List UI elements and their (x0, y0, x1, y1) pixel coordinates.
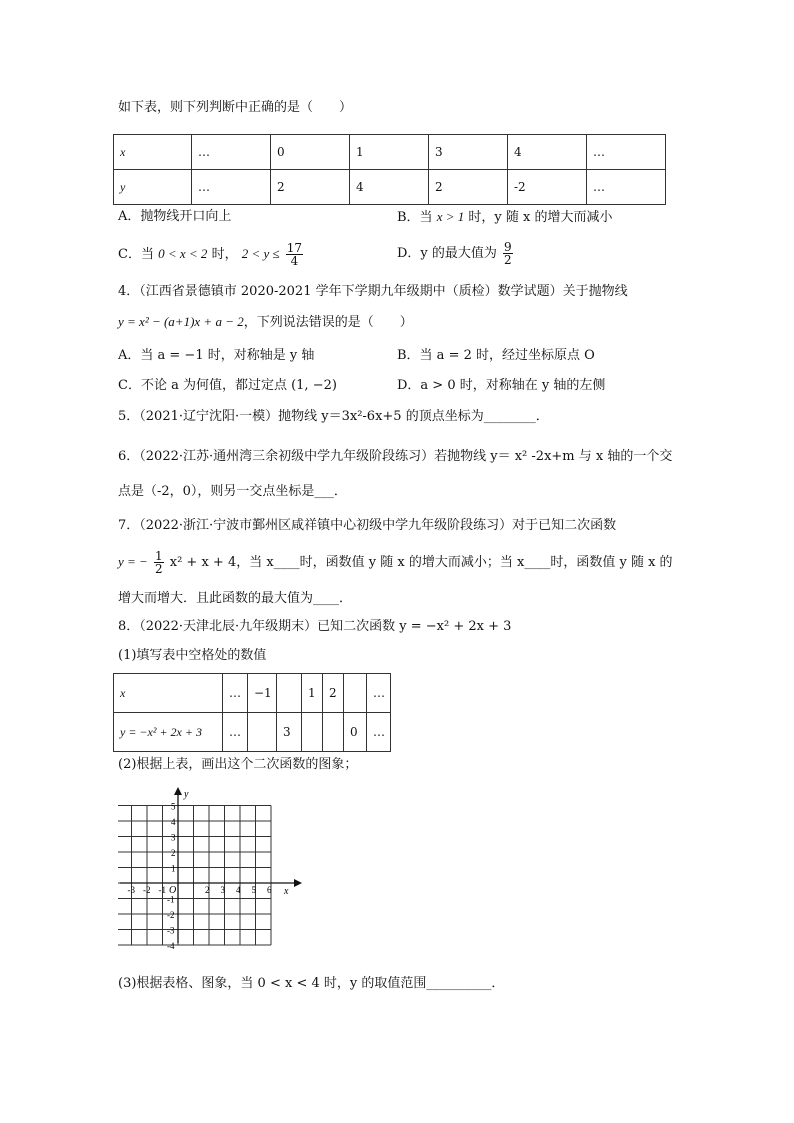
q4-option-c: C．不论 a 为何值，都过定点 (1, −2) (118, 378, 337, 393)
table-cell: 2 (323, 674, 344, 713)
table-cell: … (192, 135, 271, 170)
q3-option-a: A．抛物线开口向上 (118, 209, 232, 224)
table-cell: 4 (508, 135, 587, 170)
value-table-1 (113, 134, 666, 205)
y-tick-label: 5 (171, 801, 176, 812)
q7-stem-3: 增大而增大．且此函数的最大值为____． (118, 591, 353, 606)
y-tick-label: -2 (167, 910, 175, 920)
table-cell: 4 (350, 170, 429, 205)
table-row (114, 170, 666, 205)
fraction-denominator: 2 (154, 562, 163, 576)
table-cell: … (223, 713, 248, 752)
q3-option-d (397, 238, 515, 270)
fraction-denominator: 2 (504, 253, 512, 267)
x-axis-arrow-icon (294, 879, 302, 887)
y-tick-label: 4 (171, 817, 176, 827)
table-cell (323, 713, 344, 752)
option-b-math: x > 1 (436, 209, 465, 224)
x-axis-label: x (284, 886, 289, 897)
q4-option-a: A．当 a = −1 时，对称轴是 y 轴 (118, 348, 315, 363)
table-cell: 3 (429, 135, 508, 170)
q4-option-d: D．a > 0 时，对称轴在 y 轴的左侧 (397, 378, 606, 393)
table-cell: … (223, 674, 248, 713)
table-cell: … (367, 674, 391, 713)
table-cell: 2 (271, 170, 350, 205)
q6-stem: 6．（2022·江苏·通州湾三余初级中学九年级阶段练习）若抛物线 y＝ x² -2x+m 与 x 轴的一个交 (118, 449, 673, 464)
table-cell (248, 713, 277, 752)
table-cell (277, 674, 302, 713)
table-cell: 1 (302, 674, 323, 713)
table-cell: 2 (429, 170, 508, 205)
q8-sub3: (3)根据表格、图象，当 0 < x < 4 时，y 的取值范围__________． (118, 976, 505, 991)
y-tick-label: 2 (171, 848, 176, 858)
table-cell: … (587, 135, 666, 170)
q7-stem: 7．（2022·浙江·宁波市鄞州区咸祥镇中心初级中学九年级阶段练习）对于已知二次函数 (118, 518, 617, 533)
table-cell: … (192, 170, 271, 205)
option-c-prefix: C．当 (118, 247, 154, 262)
q4-option-b: B．当 a = 2 时，经过坐标原点 O (397, 348, 595, 363)
table-cell: y (114, 170, 192, 205)
value-table-2 (113, 673, 391, 752)
table-row (114, 713, 391, 752)
fraction-numerator: 17 (286, 241, 303, 255)
table-cell: -2 (508, 170, 587, 205)
option-c-math1: 0 < x < 2 (158, 246, 208, 261)
table-cell: … (367, 713, 391, 752)
y-axis-arrow-icon (174, 787, 182, 795)
x-tick-label: 6 (267, 885, 272, 895)
table-cell (344, 674, 367, 713)
table-cell: x (114, 674, 223, 713)
table-cell: … (587, 170, 666, 205)
fraction-numerator: 1 (154, 549, 163, 563)
y-tick-label: -3 (167, 925, 175, 936)
q4-equation: y = x² − (a+1)x + a − 2 (118, 314, 244, 329)
y-tick-label: 3 (171, 832, 176, 843)
table-cell: y = −x² + 2x + 3 (114, 713, 223, 752)
coordinate-grid (118, 785, 308, 960)
table-row (114, 674, 391, 713)
table-cell: 1 (350, 135, 429, 170)
x-tick-label: -3 (127, 885, 135, 895)
x-tick-label: 3 (220, 885, 225, 895)
q5-stem: 5．（2021·辽宁沈阳·一模）抛物线 y＝3x²-6x+5 的顶点坐标为________． (118, 409, 549, 424)
q4-stem: 4．（江西省景德镇市 2020-2021 学年下学期九年级期中（质检）数学试题）关于抛物线 (118, 284, 628, 299)
q3-option-b (397, 208, 612, 227)
option-c-math2: 2 < y ≤ (241, 246, 280, 261)
table-cell: 0 (271, 135, 350, 170)
x-tick-label: 5 (251, 885, 256, 895)
x-tick-label: 4 (236, 885, 241, 895)
option-d-prefix: D．y 的最大值为 (397, 246, 497, 261)
table-cell (302, 713, 323, 752)
option-d-fraction (503, 241, 513, 266)
option-c-mid: 时， (211, 247, 238, 262)
q8-sub1: (1)填写表中空格处的数值 (118, 648, 267, 663)
x-tick-label: -1 (158, 885, 166, 895)
x-tick-label: 2 (205, 885, 210, 895)
x-tick-label: -2 (143, 885, 151, 895)
option-b-prefix: B．当 (397, 210, 433, 225)
y-tick-label: -1 (167, 894, 175, 905)
q7-stem-suffix: x² + x + 4，当 x____时，函数值 y 随 x 的增大而减小；当 x____时，函数值 y 随 x 的 (169, 555, 673, 570)
q7-fraction (154, 550, 164, 575)
table-row (114, 135, 666, 170)
q4-stem-2 (118, 313, 413, 332)
option-c-fraction (286, 242, 303, 267)
table-cell: 0 (344, 713, 367, 752)
fraction-denominator: 4 (290, 254, 299, 268)
q6-stem-2: 点是（-2，0），则另一交点坐标是___． (118, 484, 347, 499)
origin-label: O (169, 885, 177, 896)
q3-intro: 如下表，则下列判断中正确的是（ ） (118, 100, 353, 115)
q4-stem-suffix: ，下列说法错误的是（ ） (243, 315, 413, 330)
fraction-numerator: 9 (504, 240, 512, 254)
q7-equation-prefix: y = − (118, 554, 148, 569)
q8-sub2: (2)根据上表，画出这个二次函数的图象； (118, 757, 358, 772)
y-tick-label: 1 (171, 863, 176, 874)
table-cell: −1 (248, 674, 277, 713)
table-cell: 3 (277, 713, 302, 752)
y-tick-label: -4 (167, 941, 175, 951)
y-axis-label: y (184, 789, 189, 800)
q7-stem-2 (118, 546, 673, 579)
table-cell: x (114, 135, 192, 170)
option-b-suffix: 时，y 随 x 的增大而减小 (468, 210, 613, 225)
q3-option-c (118, 238, 305, 271)
q8-stem: 8．（2022·天津北辰·九年级期末）已知二次函数 y = −x² + 2x + 3 (118, 619, 512, 634)
